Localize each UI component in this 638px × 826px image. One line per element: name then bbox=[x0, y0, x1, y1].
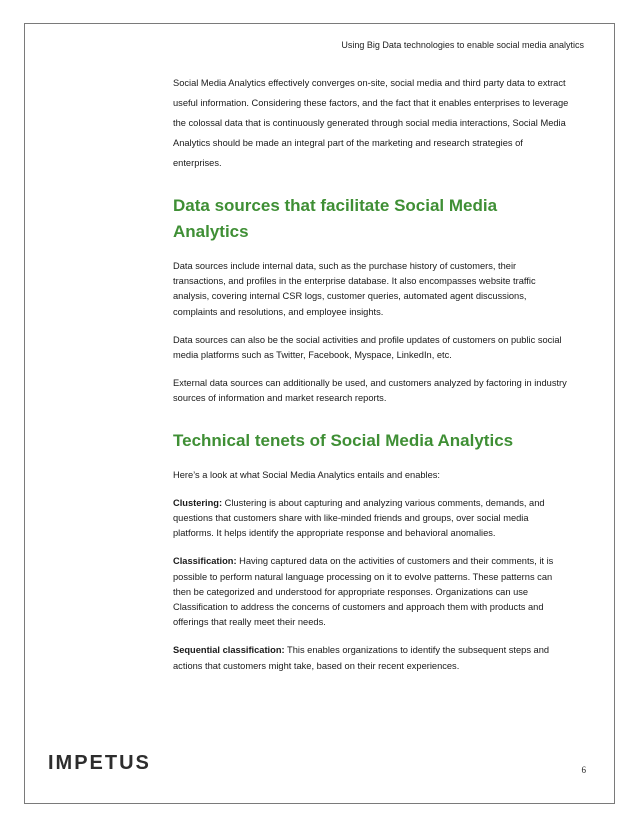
impetus-logo: IMPETUS bbox=[48, 752, 151, 774]
paragraph: Data sources can also be the social activities and profile updates of customers on public social media platforms such as Twitter, Facebook, Myspace, LinkedIn, etc. bbox=[173, 334, 562, 361]
tenet-clustering bbox=[173, 496, 571, 542]
section-heading-data-sources: Data sources that facilitate Social Media Analytics bbox=[173, 196, 498, 241]
main-content bbox=[173, 73, 571, 674]
tenet-classification bbox=[173, 554, 571, 630]
tenet-term: Sequential classification: bbox=[173, 645, 285, 656]
tenet-term: Classification: bbox=[173, 556, 237, 567]
intro-paragraph: Social Media Analytics effectively converges on-site, social media and third party data to extract useful information. Considering these factors, and the fact that it enables enterprises to leverage the colossal data that is continuously generated through social media interactions, Social Media Analytics should be made an integral part of the marketing and research strategies of enterprises. bbox=[173, 78, 569, 168]
running-header: Using Big Data technologies to enable social media analytics bbox=[341, 40, 584, 50]
tenet-sequential-classification bbox=[173, 643, 571, 673]
section-heading-technical-tenets: Technical tenets of Social Media Analytics bbox=[173, 430, 514, 450]
lead-paragraph: Here’s a look at what Social Media Analytics entails and enables: bbox=[173, 469, 441, 480]
paragraph: External data sources can additionally be used, and customers analyzed by factoring in industry sources of information and market research reports. bbox=[173, 378, 567, 404]
page-number: 6 bbox=[581, 765, 586, 775]
tenet-text: This enables organizations to identify the subsequent steps and actions that customers might take, based on their recent experiences. bbox=[173, 645, 550, 671]
tenet-text: Clustering is about capturing and analyzing various comments, demands, and questions that customers share with like-minded friends and groups, over social media platforms. It helps identify the appropriate response and behavioral anomalies. bbox=[173, 497, 545, 539]
paragraph: Data sources include internal data, such as the purchase history of customers, their transactions, and profiles in the enterprise database. It also encompasses website traffic analysis, covering internal CSR logs, customer queries, automated agent discussions, complaints and resolutions, and employee insights. bbox=[173, 261, 536, 317]
tenet-text: Having captured data on the activities of customers and their comments, it is possible to perform natural language processing on it to evolve patterns. These patterns can then be categorized and understood for appropriate responses. Organizations can use Classification to address the concerns of customers and approach them with products and offerings that really meet their needs. bbox=[173, 556, 554, 628]
tenet-term: Clustering: bbox=[173, 497, 223, 508]
